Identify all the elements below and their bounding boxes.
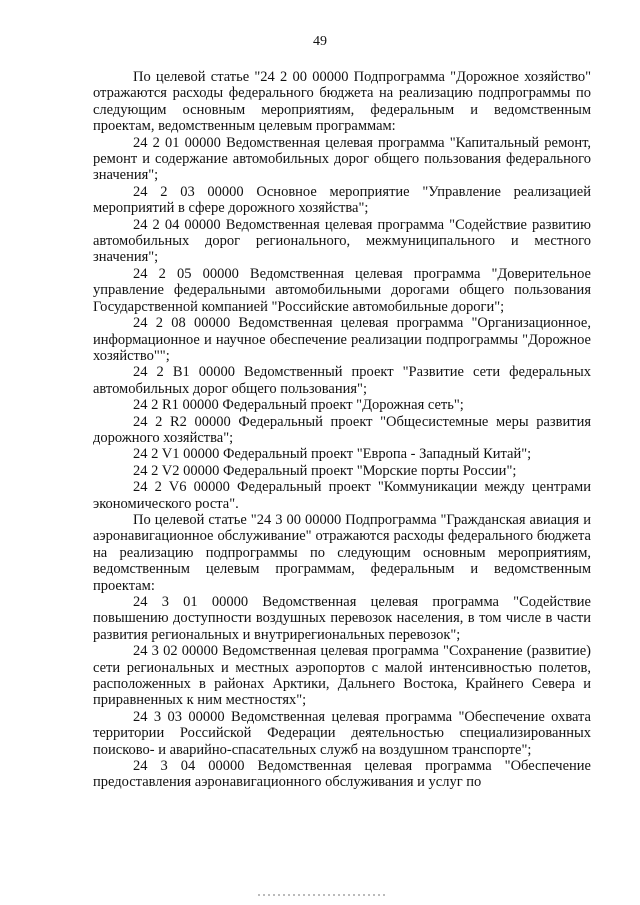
paragraph-24-2-r2: 24 2 R2 00000 Федеральный проект "Общесистемные меры развития дорожного хозяйства";	[93, 413, 591, 446]
paragraph-24-3-04: 24 3 04 00000 Ведомственная целевая программа "Обеспечение предоставления аэронавигационного обслуживания и услуг по	[93, 758, 591, 791]
paragraph-24-2-v2: 24 2 V2 00000 Федеральный проект "Морские порты России";	[133, 462, 517, 479]
paragraph-24-2-b1: 24 2 B1 00000 Ведомственный проект "Развитие сети федеральных автомобильных дорог общего пользования";	[93, 364, 591, 397]
paragraph-subprogram-roads-intro: По целевой статье "24 2 00 00000 Подпрограмма "Дорожное хозяйство" отражаются расходы федерального бюджета на реализацию подпрограммы по следующим основным мероприятиям, федеральным и ведомственным проектам, ведомственным целевым программам:	[93, 69, 591, 135]
document-body	[93, 69, 591, 791]
paragraph-24-2-08: 24 2 08 00000 Ведомственная целевая программа "Организационное, информационное и научное обеспечение реализации подпрограммы "Дорожное хозяйство"";	[93, 315, 591, 364]
paragraph-24-2-01: 24 2 01 00000 Ведомственная целевая программа "Капитальный ремонт, ремонт и содержание автомобильных дорог общего пользования федерального значения";	[93, 134, 591, 184]
paragraph-24-2-r1: 24 2 R1 00000 Федеральный проект "Дорожная сеть";	[133, 397, 464, 414]
paragraph-24-2-05: 24 2 05 00000 Ведомственная целевая программа "Доверительное управление федеральными автомобильными дорогами общего пользования Государственной компанией "Российские автомобильные дороги";	[93, 265, 591, 315]
paragraph-24-2-v6: 24 2 V6 00000 Федеральный проект "Коммуникации между центрами экономического роста".	[93, 479, 591, 512]
paragraph-24-3-02: 24 3 02 00000 Ведомственная целевая программа "Сохранение (развитие) сети региональных и местных аэропортов с малой интенсивностью полетов, расположенных в районах Арктики, Дальнего Востока, Крайнего Севера и приравненных к ним местностях";	[93, 643, 591, 709]
paragraph-subprogram-aviation-intro: По целевой статье "24 3 00 00000 Подпрограмма "Гражданская авиация и аэронавигационное обслуживание" отражаются расходы федерального бюджета на реализацию подпрограммы по следующим основным мероприятиям, ведомственным целевым программам, федеральным и ведомственным проектам:	[93, 511, 591, 594]
paragraph-24-2-03: 24 2 03 00000 Основное мероприятие "Управление реализацией мероприятий в сфере дорожного хозяйства";	[93, 183, 591, 217]
paragraph-24-3-01: 24 3 01 00000 Ведомственная целевая программа "Содействие повышению доступности воздушных перевозок населения, в том числе в части развития региональных и внутрирегиональных перевозок";	[93, 594, 591, 643]
page-number: 49	[313, 34, 327, 49]
paragraph-24-2-v1: 24 2 V1 00000 Федеральный проект "Европа - Западный Китай";	[133, 446, 532, 463]
paragraph-24-2-04: 24 2 04 00000 Ведомственная целевая программа "Содействие развитию автомобильных дорог регионального, межмуниципального и местного значения";	[93, 216, 591, 266]
paragraph-24-3-03: 24 3 03 00000 Ведомственная целевая программа "Обеспечение охвата территории Российской Федерации деятельностью специализированных поисково- и аварийно-спасательных служб на воздушном транспорте";	[93, 708, 591, 758]
scan-bottom-mark	[258, 894, 386, 896]
